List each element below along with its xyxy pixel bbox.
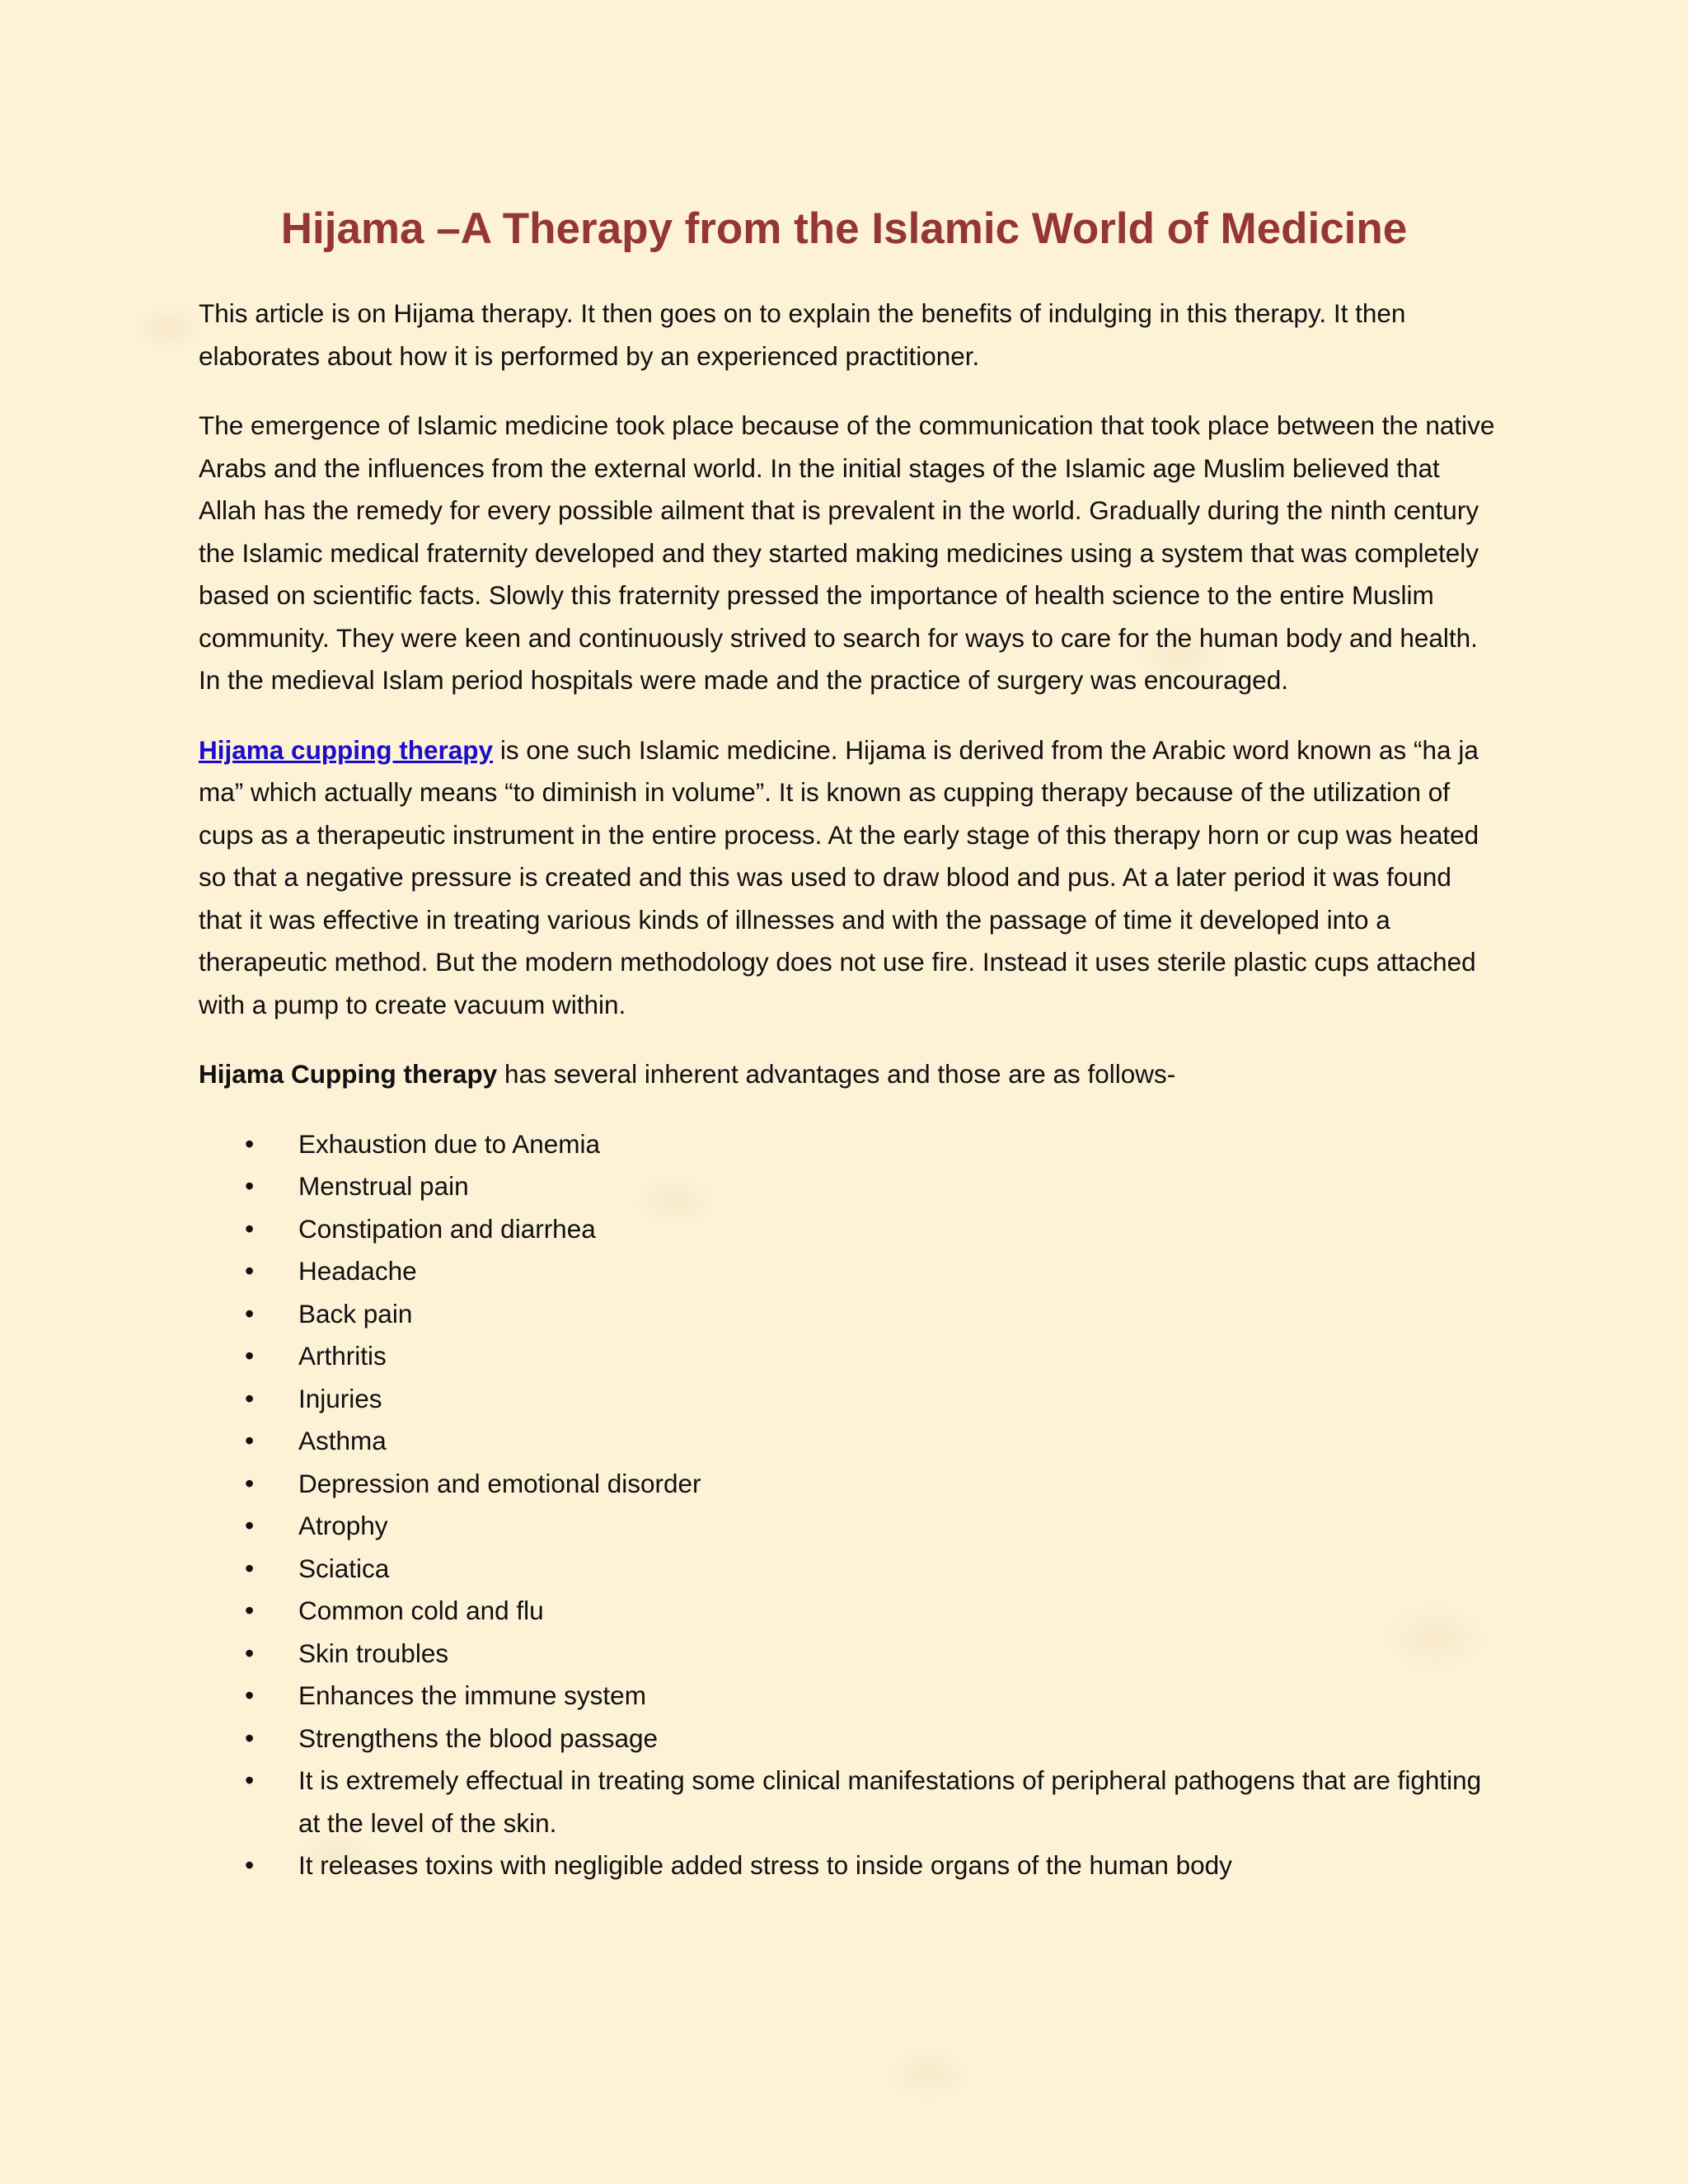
list-item	[199, 1293, 1501, 1336]
list-item-text: Strengthens the blood passage	[298, 1722, 659, 1753]
list-item	[199, 1165, 1501, 1208]
list-item-text: Back pain	[298, 1298, 413, 1329]
list-item	[199, 1250, 1501, 1293]
bullet-icon: •	[245, 1341, 255, 1371]
bullet-icon: •	[245, 1426, 255, 1455]
page-title: Hijama –A Therapy from the Islamic World of Medicine	[280, 204, 1408, 253]
bullet-icon: •	[245, 1680, 255, 1710]
advantages-text: has several inherent advantages and those are as follows-	[497, 1059, 1176, 1089]
bullet-icon: •	[245, 1213, 255, 1244]
bullet-icon: •	[245, 1256, 255, 1286]
bullet-icon: •	[245, 1298, 255, 1329]
bullet-icon: •	[245, 1596, 255, 1625]
list-item-text: Menstrual pain	[298, 1171, 469, 1201]
list-item	[199, 1548, 1501, 1591]
list-item-text: Arthritis	[298, 1341, 387, 1371]
list-item-text: Headache	[298, 1256, 417, 1286]
list-item-text: Depression and emotional disorder	[298, 1468, 701, 1498]
intro-paragraph: This article is on Hijama therapy. It then goes on to explain the benefits of indulging in this therapy. It then elaborates about how it is performed by an experienced practitioner.	[199, 298, 1406, 371]
cupping-paragraph	[199, 729, 1501, 1027]
bullet-icon: •	[245, 1171, 255, 1201]
list-item-text: Constipation and diarrhea	[298, 1213, 596, 1244]
list-item-text: Injuries	[298, 1383, 382, 1413]
list-item	[199, 1378, 1501, 1421]
list-item	[199, 1760, 1501, 1844]
list-item-text: It is extremely effectual in treating some clinical manifestations of peripheral pathogens that are fighting at the level of the skin.	[298, 1765, 1482, 1838]
history-paragraph: The emergence of Islamic medicine took place because of the communication that took place between the native Arabs and the influences from the external world. In the initial stages of the Islamic age Muslim believed that Allah has the remedy for every possible ailment that is prevalent in the world. Gradually during the ninth century the Islamic medical fraternity developed and they started making medicines using a system that was completely based on scientific facts. Slowly this fraternity pressed the importance of health science to the entire Muslim community. They were keen and continuously strived to search for ways to care for the human body and health. In the medieval Islam period hospitals were made and the practice of surgery was encouraged.	[199, 410, 1495, 695]
bullet-icon: •	[245, 1511, 255, 1540]
list-item-text: Sciatica	[298, 1553, 390, 1583]
bullet-icon: •	[245, 1850, 255, 1880]
list-item	[199, 1844, 1501, 1887]
list-item-text: Exhaustion due to Anemia	[298, 1128, 601, 1159]
list-item-text: Asthma	[298, 1426, 387, 1455]
list-item-text: Common cold and flu	[298, 1596, 544, 1625]
hijama-cupping-therapy-link[interactable]: Hijama cupping therapy	[199, 734, 494, 765]
list-item	[199, 1335, 1501, 1378]
list-item	[199, 1633, 1501, 1675]
list-item-text: Atrophy	[298, 1511, 388, 1540]
list-item-text: Skin troubles	[298, 1638, 449, 1668]
bullet-icon: •	[245, 1468, 255, 1498]
advantages-paragraph	[199, 1053, 1501, 1096]
bullet-icon: •	[245, 1722, 255, 1753]
list-item	[199, 1505, 1501, 1548]
list-item-text: It releases toxins with negligible added stress to inside organs of the human body	[298, 1850, 1232, 1880]
list-item	[199, 1420, 1501, 1463]
benefits-list	[199, 1123, 1501, 1887]
list-item	[199, 1675, 1501, 1718]
list-item-text: Enhances the immune system	[298, 1680, 646, 1710]
list-item	[199, 1208, 1501, 1251]
advantages-bold-text: Hijama Cupping therapy	[199, 1059, 498, 1089]
bullet-icon: •	[245, 1553, 255, 1583]
list-item	[199, 1718, 1501, 1760]
list-item	[199, 1123, 1501, 1166]
article-body	[199, 293, 1501, 1887]
bullet-icon: •	[245, 1765, 255, 1795]
bullet-icon: •	[245, 1128, 255, 1159]
bullet-icon: •	[245, 1638, 255, 1668]
bullet-icon: •	[245, 1383, 255, 1413]
list-item	[199, 1590, 1501, 1633]
list-item	[199, 1463, 1501, 1506]
cupping-paragraph-text: is one such Islamic medicine. Hijama is derived from the Arabic word known as “ha ja ma” which actually means “to diminish in volume”. It is known as cupping therapy because of the utilization of cups as a therapeutic instrument in the entire process. At the early stage of this therapy horn or cup was heated so that a negative pressure is created and this was used to draw blood and pus. At a later period it was found that it was effective in treating various kinds of illnesses and with the passage of time it developed into a therapeutic method. But the modern methodology does not use fire. Instead it uses sterile plastic cups attached with a pump to create vacuum within.	[199, 734, 1479, 1019]
